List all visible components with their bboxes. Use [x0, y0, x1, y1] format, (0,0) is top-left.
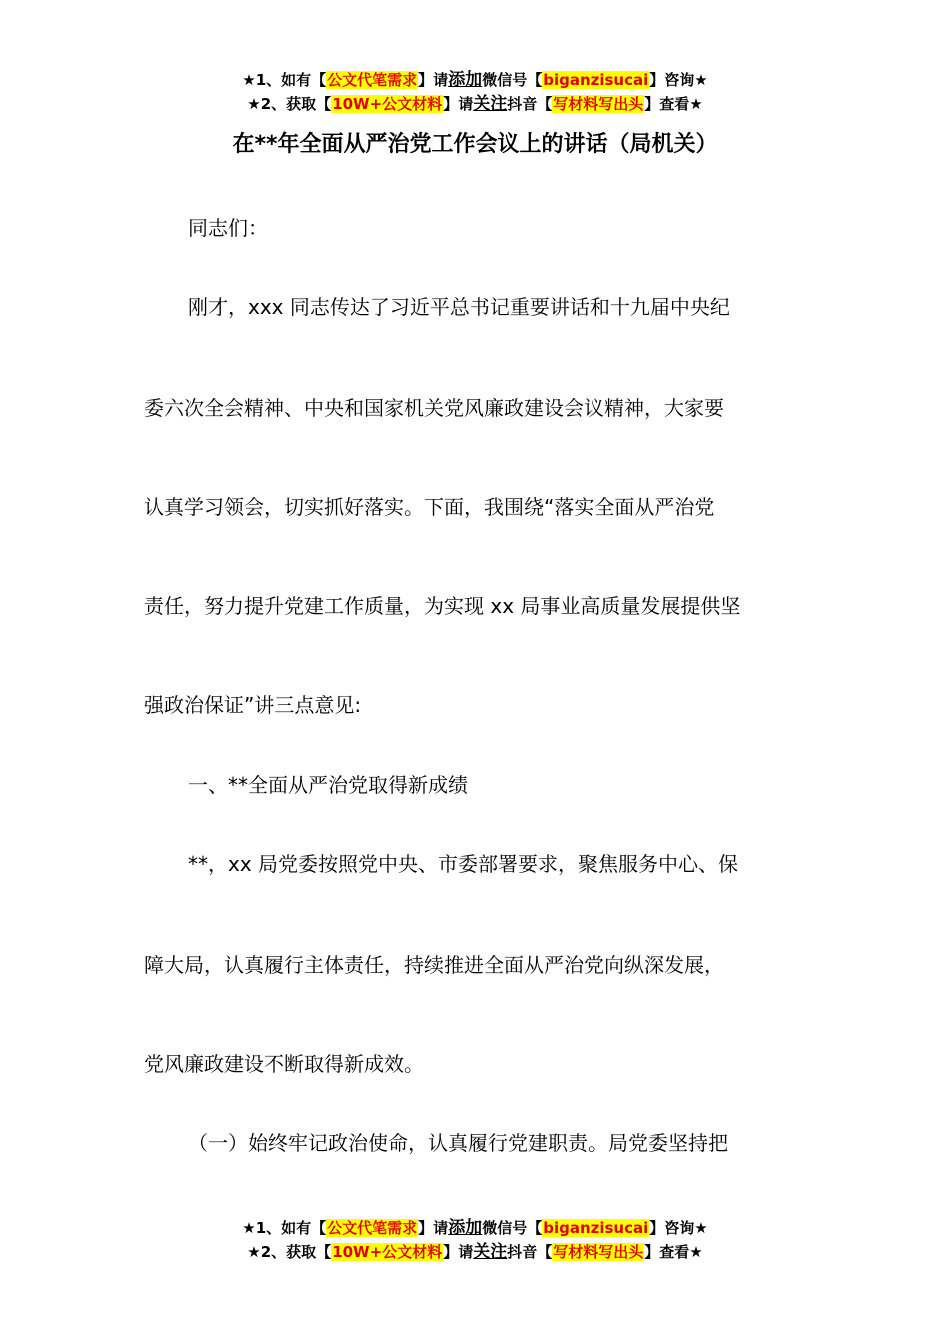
promo-emphasis: 关注 — [473, 94, 508, 114]
body-line: 障大局，认真履行主体责任，持续推进全面从严治党向纵深发展， — [144, 953, 724, 977]
body-line: 认真学习领会，切实抓好落实。下面，我围绕“落实全面从严治党 — [144, 495, 715, 519]
promo-highlight: biganzisucai — [543, 1219, 649, 1237]
promo-highlight: 10W+公文材料 — [332, 95, 443, 113]
promo-text: 微信号【 — [482, 1219, 543, 1237]
promo-text: 】查看★ — [644, 1243, 703, 1261]
promo-line-1 — [0, 68, 950, 92]
body-line: 责任，努力提升党建工作质量，为实现 xx 局事业高质量发展提供坚 — [144, 594, 741, 618]
body-line: 同志们： — [188, 216, 268, 240]
promo-emphasis: 添加 — [448, 70, 483, 90]
promo-text: 】请 — [418, 1219, 449, 1237]
promo-highlight: 写材料写出头 — [553, 1243, 644, 1261]
promo-banner-top — [0, 68, 950, 116]
promo-text: 】请 — [418, 71, 449, 89]
body-line: **，xx 局党委按照党中央、市委部署要求，聚焦服务中心、保 — [188, 852, 739, 876]
body-line: （一）始终牢记政治使命，认真履行党建职责。局党委坚持把 — [188, 1131, 728, 1155]
promo-highlight: 公文代笔需求 — [327, 71, 418, 89]
promo-banner-bottom — [0, 1216, 950, 1264]
promo-line-1 — [0, 1216, 950, 1240]
section-heading: 一、**全面从严治党取得新成绩 — [188, 773, 468, 797]
promo-text: ★1、如有【 — [242, 1219, 327, 1237]
promo-text: ★1、如有【 — [242, 71, 327, 89]
promo-emphasis: 关注 — [473, 1242, 508, 1262]
promo-text: 抖音【 — [507, 95, 553, 113]
promo-highlight: 写材料写出头 — [553, 95, 644, 113]
promo-text: 】咨询★ — [649, 71, 708, 89]
promo-text: 】请 — [443, 95, 474, 113]
promo-text: 微信号【 — [482, 71, 543, 89]
body-line: 委六次全会精神、中央和国家机关党风廉政建设会议精神，大家要 — [144, 396, 724, 420]
promo-highlight: biganzisucai — [543, 71, 649, 89]
promo-text: 】咨询★ — [649, 1219, 708, 1237]
promo-text: 】查看★ — [644, 95, 703, 113]
promo-text: ★2、获取【 — [247, 1243, 332, 1261]
promo-text: 】请 — [443, 1243, 474, 1261]
promo-highlight: 10W+公文材料 — [332, 1243, 443, 1261]
promo-highlight: 公文代笔需求 — [327, 1219, 418, 1237]
promo-emphasis: 添加 — [448, 1218, 483, 1238]
body-line: 党风廉政建设不断取得新成效。 — [144, 1052, 424, 1076]
promo-line-2 — [0, 1240, 950, 1264]
body-line: 刚才，xxx 同志传达了习近平总书记重要讲话和十九届中央纪 — [188, 295, 730, 319]
promo-text: 抖音【 — [507, 1243, 553, 1261]
page-title: 在**年全面从严治党工作会议上的讲话（局机关） — [232, 132, 718, 157]
promo-text: ★2、获取【 — [247, 95, 332, 113]
body-line: 强政治保证”讲三点意见: — [144, 693, 362, 717]
promo-line-2 — [0, 92, 950, 116]
